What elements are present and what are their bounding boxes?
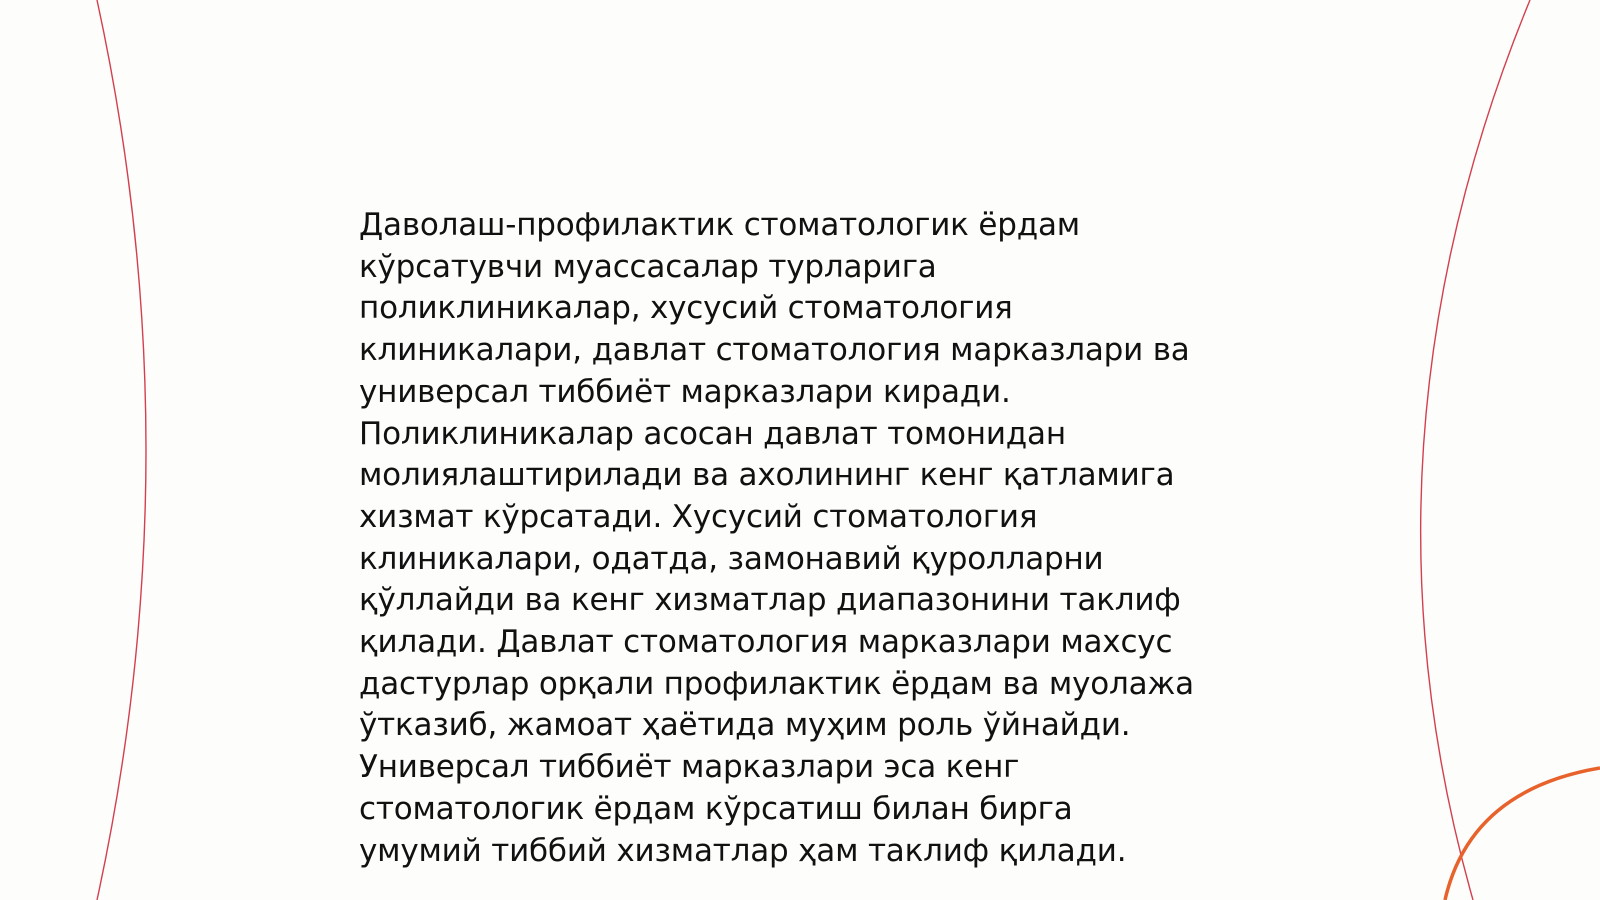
left-thin-curve: [97, 0, 146, 900]
right-thin-curve: [1421, 0, 1530, 900]
slide-body-text: Даволаш-профилактик стоматологик ёрдам кўрсатувчи муассасалар турларига поликлиникалар, хусусий стоматология клиникалари, давлат стоматология марказлари ва универсал тиббиёт марказлари киради. Поликлиникалар асосан давлат томонидан молиялаштирилади ва ахолининг кенг қатламига хизмат кўрсатади. Хусусий стоматология клиникалари, одатда, замонавий қуролларни қўллайди ва кенг хизматлар диапазонини таклиф қилади. Давлат стоматология марказлари махсус дастурлар орқали профилактик ёрдам ва муолажа ўтказиб, жамоат ҳаётида муҳим роль ўйнайди. Универсал тиббиёт марказлари эса кенг стоматологик ёрдам кўрсатиш билан бирга умумий тиббий хизматлар ҳам таклиф қилади.: [359, 207, 1194, 869]
orange-arc: [1445, 768, 1600, 900]
